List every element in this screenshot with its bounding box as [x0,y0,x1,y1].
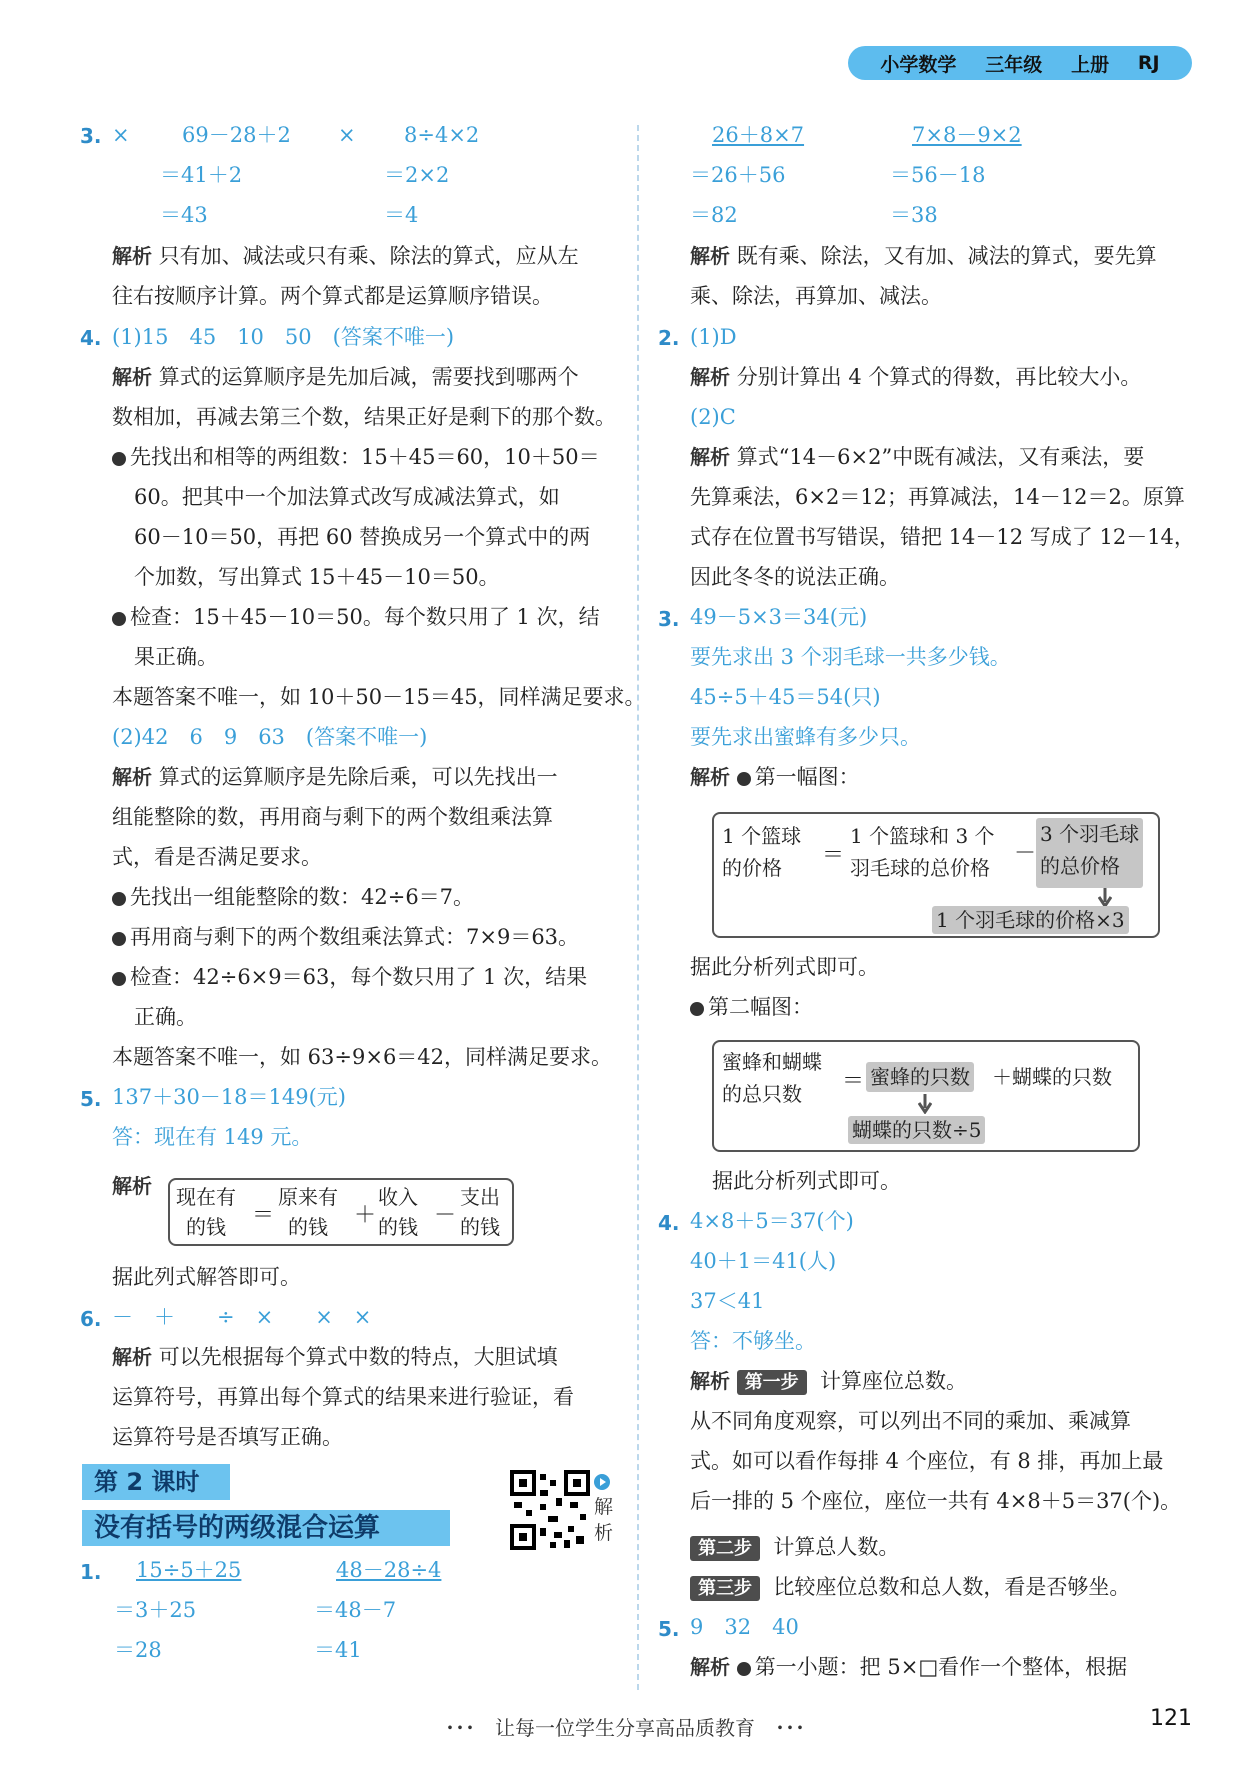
q4-e3: 式，看是否满足要求。 [112,845,322,869]
box-op: ＝ [252,1203,275,1228]
q4-e1: 算式的运算顺序是先除后乘，可以先找出一 [158,765,558,789]
q6-l1: 可以先根据每个算式中数的特点，大胆试填 [158,1345,558,1369]
r-q3-after2: 据此分析列式即可。 [712,1169,901,1193]
box-cell: 蜜蜂和蝴蝶 [722,1050,822,1074]
box-cell: 的总价格 [1040,854,1120,878]
l-q1-s2b: ＝41 [314,1638,362,1662]
q6-l2: 运算符号，再算出每个算式的结果来进行验证，看 [112,1385,574,1409]
step-badge: 第二步 [690,1536,760,1561]
r-q2-b1: 算式“14－6×2”中既有减法，又有乘法，要 [736,445,1145,469]
q3-number: 3. [80,124,102,148]
r-q4-s2: 计算总人数。 [773,1535,900,1559]
column-divider [637,125,639,1690]
jx-label: 解析 [690,1655,730,1679]
r-q4-number: 4. [658,1211,680,1235]
box-cell: 原来有 [278,1185,338,1209]
down-arrow-icon [918,1094,932,1114]
r-q4-l4: 答：不够坐。 [690,1329,816,1353]
r-q3-diagram2 [712,1040,1140,1152]
q4-a1: 算式的运算顺序是先加后减，需要找到哪两个 [158,365,579,389]
jx-label: 解析 [690,445,730,469]
volume: 上册 [1071,53,1110,76]
jx-label: 解析 [112,365,152,389]
r-q3-fig2: 第二幅图： [708,995,813,1019]
q4-i1: 本题答案不唯一，如 63÷9×6＝42，同样满足要求。 [112,1045,613,1069]
box-op: － [1014,841,1037,866]
jx-label: 解析 [112,1345,152,1369]
q4-e2: 组能整除的数，再用商与剩下的两个数组乘法算 [112,805,553,829]
r-q2-answer2: (2)C [690,405,736,429]
q4-answer1: (1)15 45 10 50 (答案不唯一) [112,325,455,349]
bullet-icon [112,452,126,466]
r-q5-number: 5. [658,1617,680,1641]
q3-step1b: ＝2×2 [384,163,450,187]
r-q4-p1: 从不同角度观察，可以列出不同的乘加、乘减算 [690,1409,1131,1433]
r-q2-b3: 式存在位置书写错误，错把 14－12 写成了 12－14， [690,525,1195,549]
r-q2-b4: 因此冬冬的说法正确。 [690,565,900,589]
q4-g1: 再用商与剩下的两个数组乘法算式：7×9＝63。 [130,925,580,949]
q3-mark2: × [338,123,356,147]
q6-answer: － ＋ ÷ × × × [112,1305,372,1329]
r-q3-diagram1 [712,812,1160,938]
jx-label: 解析 [690,765,730,789]
lesson-title: 没有括号的两级混合运算 [82,1510,450,1546]
box-cell: 1 个篮球和 3 个 [850,824,995,848]
edition: RJ [1137,52,1160,74]
box-cell: 3 个羽毛球 [1040,822,1140,846]
r-top-l2: 乘、除法，再算加、减法。 [690,284,942,308]
book-header-tag [848,46,1192,80]
q4-c2: 果正确。 [134,645,218,669]
jx-label: 解析 [690,244,730,268]
jx-label: 解析 [690,365,730,389]
r-q3-answer2: 45÷5＋45＝54(只) [690,685,881,709]
q3-step2a: ＝43 [160,203,208,227]
jx-label: 解析 [112,1174,152,1198]
q5-after: 据此列式解答即可。 [112,1265,301,1289]
box-op: ＋ [354,1203,377,1228]
r-q2-a1: 分别计算出 4 个算式的得数，再比较大小。 [736,365,1142,389]
box-cell: 羽毛球的总价格 [850,856,990,880]
r-q4-l1: 4×8＋5＝37(个) [690,1209,854,1233]
l-q1-number: 1. [80,1560,102,1584]
q5-number: 5. [80,1087,102,1111]
q3-step1a: ＝41＋2 [160,163,243,187]
q4-a2: 数相加，再减去第三个数，结果正好是剩下的那个数。 [112,405,616,429]
r-q3-fig1: 第一幅图： [754,765,860,789]
footer-slogan: ･･･ 让每一位学生分享高品质教育 ･･･ [445,1716,805,1740]
bullet-icon [112,612,126,626]
r-q4-l3: 37＜41 [690,1289,765,1313]
q3-expr1: 69－28＋2 [182,123,291,147]
r-q2-b2: 先算乘法，6×2＝12；再算减法，14－12＝2。原算 [690,485,1185,509]
box-cell: 现在有 [176,1185,236,1209]
box-op: ＝ [842,1069,865,1094]
r-top-s2b: ＝38 [890,203,938,227]
box-cell: 的钱 [460,1215,500,1239]
box-bottom: 蝴蝶的只数÷5 [848,1116,985,1144]
r-q4-s1: 计算座位总数。 [820,1369,968,1393]
q5-answer-text: 答：现在有 149 元。 [112,1125,313,1149]
q3-jx-line2: 往右按顺序计算。两个算式都是运算顺序错误。 [112,284,553,308]
q4-d1: 本题答案不唯一，如 10＋50－15＝45，同样满足要求。 [112,685,646,709]
bullet-icon [112,932,126,946]
q4-c1: 检查：15＋45－10＝50。每个数只用了 1 次，结 [130,605,600,629]
r-q3-number: 3. [658,607,680,631]
box-cell: 的钱 [378,1215,418,1239]
r-q5-answer: 9 32 40 [690,1615,799,1639]
r-q4-p3: 后一排的 5 个座位，座位一共有 4×8＋5＝37(个)。 [690,1489,1182,1513]
box-cell: 收入 [378,1185,418,1209]
box-op: － [434,1203,457,1228]
page-number: 121 [1150,1706,1192,1731]
r-q2-number: 2. [658,326,680,350]
r-q3-answer1: 49－5×3＝34(元) [690,605,868,629]
box-cell: ＋蝴蝶的只数 [992,1065,1112,1089]
r-q3-hint1: 要先求出 3 个羽毛球一共多少钱。 [690,645,1011,669]
r-top-l1: 既有乘、除法，又有加、减法的算式，要先算 [736,244,1157,268]
r-q2-answer1: (1)D [690,325,737,349]
q4-answer2: (2)42 6 9 63 (答案不唯一) [112,725,428,749]
box-cell: 蜜蜂的只数 [866,1062,974,1092]
r-top-s1b: ＝56－18 [890,163,986,187]
down-arrow-icon [1098,888,1112,908]
box-cell: 的价格 [722,856,782,880]
q6-number: 6. [80,1307,102,1331]
l-q1-s1b: ＝48－7 [314,1598,397,1622]
q3-jx-line1: 只有加、减法或只有乘、除法的算式，应从左 [158,244,579,268]
box-op: ＝ [822,843,845,868]
r-top-expr2: 7×8－9×2 [912,123,1022,147]
q4-number: 4. [80,326,102,350]
bullet-icon [112,972,126,986]
jx-label: 解析 [690,1369,730,1393]
r-q4-s3: 比较座位总数和总人数，看是否够坐。 [773,1575,1131,1599]
q3-expr2: 8÷4×2 [404,123,480,147]
box-cell: 的总只数 [722,1082,802,1106]
r-q3-after1: 据此分析列式即可。 [690,955,879,979]
q4-b2: 60。把其中一个加法算式改写成减法算式，如 [134,485,560,509]
qr-code-icon[interactable] [510,1470,590,1550]
r-q4-p2: 式。如可以看作每排 4 个座位，有 8 排，再加上最 [690,1449,1164,1473]
l-q1-expr2: 48－28÷4 [336,1558,442,1582]
l-q1-s2a: ＝28 [114,1638,162,1662]
step-badge: 第三步 [690,1576,760,1601]
grade: 三年级 [985,53,1043,76]
l-q1-expr1: 15÷5＋25 [136,1558,242,1582]
r-top-s1a: ＝26＋56 [690,163,786,187]
q3-step2b: ＝4 [384,203,419,227]
r-top-expr1: 26＋8×7 [712,123,805,147]
q4-b4: 个加数，写出算式 15＋45－10＝50。 [134,565,500,589]
q4-b3: 60－10＝50，再把 60 替换成另一个算式中的两 [134,525,591,549]
q3-mark1: × [112,123,130,147]
jx-label: 解析 [112,765,152,789]
bullet-icon [737,1662,751,1676]
bullet-icon [737,772,751,786]
q4-b1: 先找出和相等的两组数：15＋45＝60，10＋50＝ [130,445,600,469]
r-top-s2a: ＝82 [690,203,738,227]
bullet-icon [112,892,126,906]
box-cell: 的钱 [186,1215,226,1239]
jx-label: 解析 [112,244,152,268]
l-q1-s1a: ＝3＋25 [114,1598,197,1622]
q5-relation-box [168,1178,514,1246]
play-icon [594,1474,610,1490]
box-bottom: 1 个羽毛球的价格×3 [932,906,1129,934]
subject: 小学数学 [880,53,957,76]
box-cell: 支出 [460,1185,500,1209]
r-q5-l1: 第一小题：把 5×□看作一个整体，根据 [754,1655,1128,1679]
r-q3-hint2: 要先求出蜜蜂有多少只。 [690,725,921,749]
r-q4-l2: 40＋1＝41(人) [690,1249,837,1273]
q4-f1: 先找出一组能整除的数：42÷6＝7。 [130,885,475,909]
lesson-number-title: 第 2 课时 [82,1464,230,1500]
box-cell: 的钱 [288,1215,328,1239]
q4-h2: 正确。 [134,1005,197,1029]
q5-answer: 137＋30－18＝149(元) [112,1085,346,1109]
step-badge: 第一步 [737,1370,807,1395]
q4-h1: 检查：42÷6×9＝63，每个数只用了 1 次，结果 [130,965,588,989]
q6-l3: 运算符号是否填写正确。 [112,1425,343,1449]
bullet-icon [690,1002,704,1016]
qr-label: 解析 [594,1496,614,1544]
box-cell: 1 个篮球 [722,824,802,848]
